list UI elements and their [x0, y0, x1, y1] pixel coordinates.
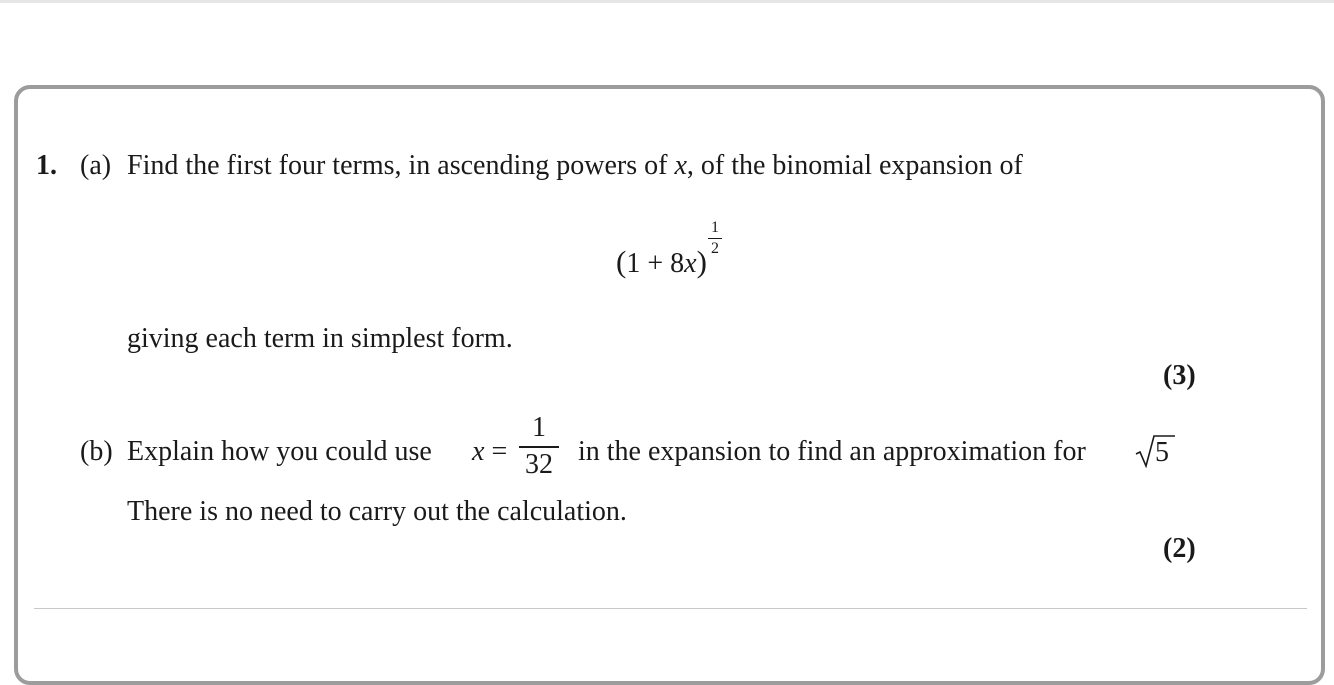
part-a-marks: (3): [1163, 360, 1196, 391]
formula-open-paren: (: [616, 244, 627, 279]
part-a-label: (a): [80, 150, 112, 181]
exponent-denominator: 2: [711, 240, 719, 257]
part-a-variable: x: [674, 150, 687, 181]
question-number: 1.: [36, 150, 57, 181]
binomial-expression: [616, 246, 707, 278]
formula-variable: x: [684, 248, 697, 279]
part-b-marks: (2): [1163, 533, 1196, 564]
exponent-fraction-bar: [708, 238, 722, 239]
part-b-fraction: [519, 414, 559, 479]
fraction-denominator: 32: [525, 449, 553, 480]
part-b-variable: x: [472, 436, 485, 467]
part-b-note: There is no need to carry out the calculation.: [127, 496, 627, 527]
part-b-text-end: in the expansion to find an approximation for: [578, 436, 1086, 467]
part-a-continuation: giving each term in simplest form.: [127, 323, 513, 354]
fraction-numerator: 1: [532, 412, 546, 443]
part-a-text-start: Find the first four terms, in ascending powers of: [127, 150, 675, 181]
part-b-text-start: Explain how you could use: [127, 436, 432, 467]
part-a-text-end: , of the binomial expansion of: [686, 150, 1023, 181]
part-a-instruction: [127, 152, 1023, 180]
exponent-numerator: 1: [711, 219, 719, 236]
formula-body: 1 + 8: [626, 248, 685, 279]
sqrt-radicand: 5: [1155, 437, 1169, 468]
part-b-equation: [472, 438, 507, 466]
top-divider: [0, 0, 1334, 3]
formula-exponent: [708, 220, 722, 257]
part-b-equals: =: [484, 436, 508, 467]
fraction-bar: [519, 446, 559, 448]
formula-close-paren: ): [696, 244, 707, 279]
part-b-label: (b): [80, 436, 113, 467]
answer-divider: [34, 608, 1307, 609]
